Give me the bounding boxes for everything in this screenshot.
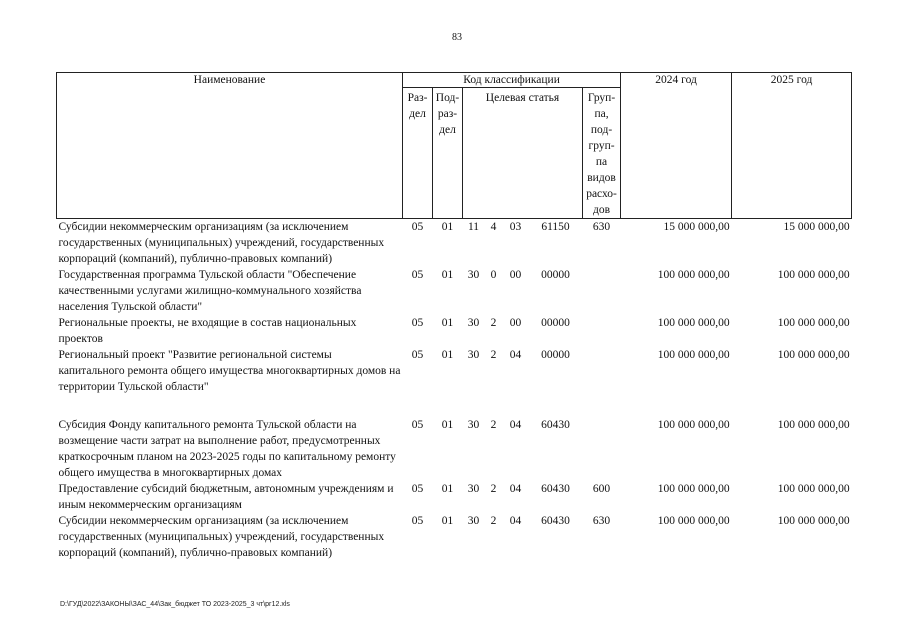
row-target-2: 2 <box>490 515 497 527</box>
row-razdel: 05 <box>411 317 424 329</box>
row-amount-2024: 15 000 000,00 <box>663 221 730 233</box>
row-group <box>583 315 621 347</box>
row-amount-2024: 100 000 000,00 <box>657 515 730 527</box>
row-razdel: 05 <box>411 419 424 431</box>
row-group: 600 <box>592 483 611 495</box>
row-name: Субсидии некоммерческим организациям (за исключением государственных (муниципальных) учреждений, государственных корпораций (компаний), публично-правовых компаний) <box>58 515 385 559</box>
row-target-2: 0 <box>490 269 497 281</box>
row-target-2: 2 <box>490 317 497 329</box>
row-target-4: 60430 <box>541 419 570 431</box>
page-number: 83 <box>452 32 462 43</box>
row-razdel: 05 <box>411 483 424 495</box>
table-row <box>57 267 852 315</box>
row-amount-2025: 100 000 000,00 <box>777 317 850 329</box>
row-target-1: 30 <box>467 269 480 281</box>
row-name: Субсидия Фонду капитального ремонта Тульской области на возмещение части затрат на выполнение работ, предусмотренных краткосрочным планом на 2023-2025 годы по капитальному ремонту общего имущества в многоквартирных домах <box>58 419 396 479</box>
row-target-4: 00000 <box>541 317 570 329</box>
header-name: Наименование <box>57 73 403 219</box>
row-target-1: 30 <box>467 349 480 361</box>
row-target-3: 04 <box>509 515 522 527</box>
row-group: 630 <box>592 221 611 233</box>
header-podrazdel: Под- раз- дел <box>433 88 463 219</box>
row-target-4: 00000 <box>541 349 570 361</box>
row-target-4: 60430 <box>541 483 570 495</box>
row-name: Предоставление субсидий бюджетным, автономным учреждениям и иным некоммерческим организациям <box>58 483 394 511</box>
header-year-2024: 2024 год <box>621 73 732 219</box>
row-target-1: 30 <box>467 419 480 431</box>
row-podrazdel: 01 <box>441 419 454 431</box>
row-target-3: 04 <box>509 483 522 495</box>
row-name: Субсидии некоммерческим организациям (за исключением государственных (муниципальных) учреждений, государственных корпораций (компаний), публично-правовых компаний) <box>58 221 385 265</box>
header-year-2025: 2025 год <box>732 73 852 219</box>
budget-table <box>56 72 852 561</box>
row-razdel: 05 <box>411 221 424 233</box>
row-target-1: 30 <box>467 317 480 329</box>
row-amount-2024: 100 000 000,00 <box>657 419 730 431</box>
row-amount-2024: 100 000 000,00 <box>657 349 730 361</box>
row-amount-2025: 15 000 000,00 <box>783 221 850 233</box>
row-spacer <box>57 395 852 417</box>
row-razdel: 05 <box>411 515 424 527</box>
table-row <box>57 481 852 513</box>
row-group <box>583 417 621 481</box>
row-podrazdel: 01 <box>441 269 454 281</box>
table-row <box>57 315 852 347</box>
row-podrazdel: 01 <box>441 317 454 329</box>
row-name: Региональные проекты, не входящие в состав национальных проектов <box>58 317 357 345</box>
row-name: Государственная программа Тульской области "Обеспечение качественными услугами жилищно-коммунального хозяйства населения Тульской области" <box>58 269 362 313</box>
table-row <box>57 513 852 561</box>
row-name: Региональный проект "Развитие региональной системы капитального ремонта общего имущества многоквартирных домов на территории Тульской области" <box>58 349 401 393</box>
row-razdel: 05 <box>411 349 424 361</box>
row-amount-2024: 100 000 000,00 <box>657 483 730 495</box>
row-target-1: 11 <box>467 221 480 233</box>
row-target-3: 04 <box>509 349 522 361</box>
row-amount-2025: 100 000 000,00 <box>777 419 850 431</box>
row-target-3: 03 <box>509 221 522 233</box>
table-row <box>57 219 852 268</box>
row-amount-2024: 100 000 000,00 <box>657 317 730 329</box>
row-target-1: 30 <box>467 515 480 527</box>
table-row <box>57 347 852 395</box>
row-amount-2025: 100 000 000,00 <box>777 515 850 527</box>
row-podrazdel: 01 <box>441 349 454 361</box>
row-amount-2024: 100 000 000,00 <box>657 269 730 281</box>
row-amount-2025: 100 000 000,00 <box>777 269 850 281</box>
table-row <box>57 417 852 481</box>
row-podrazdel: 01 <box>441 515 454 527</box>
row-group <box>583 267 621 315</box>
row-razdel: 05 <box>411 269 424 281</box>
file-path-footer: D:\ГУД\2022\ЗАКОНЫ\ЗАС_44\Зак_бюджет ТО 2023-2025_3 чт\рг12.xls <box>60 601 290 608</box>
row-amount-2025: 100 000 000,00 <box>777 349 850 361</box>
row-podrazdel: 01 <box>441 483 454 495</box>
row-podrazdel: 01 <box>441 221 454 233</box>
header-group: Груп- па, под- груп- па видов расхо- дов <box>583 88 621 219</box>
row-target-2: 2 <box>490 419 497 431</box>
row-target-4: 60430 <box>541 515 570 527</box>
row-target-2: 4 <box>490 221 497 233</box>
row-target-4: 00000 <box>541 269 570 281</box>
row-group <box>583 347 621 395</box>
row-target-4: 61150 <box>541 221 570 233</box>
row-target-1: 30 <box>467 483 480 495</box>
row-target-3: 04 <box>509 419 522 431</box>
header-classification: Код классификации <box>403 73 621 88</box>
row-group: 630 <box>592 515 611 527</box>
row-amount-2025: 100 000 000,00 <box>777 483 850 495</box>
row-target-3: 00 <box>509 317 522 329</box>
spacer-cell <box>57 395 852 417</box>
header-razdel: Раз- дел <box>403 88 433 219</box>
row-target-2: 2 <box>490 483 497 495</box>
row-target-3: 00 <box>509 269 522 281</box>
row-target-2: 2 <box>490 349 497 361</box>
header-target-article: Целевая статья <box>463 88 583 219</box>
